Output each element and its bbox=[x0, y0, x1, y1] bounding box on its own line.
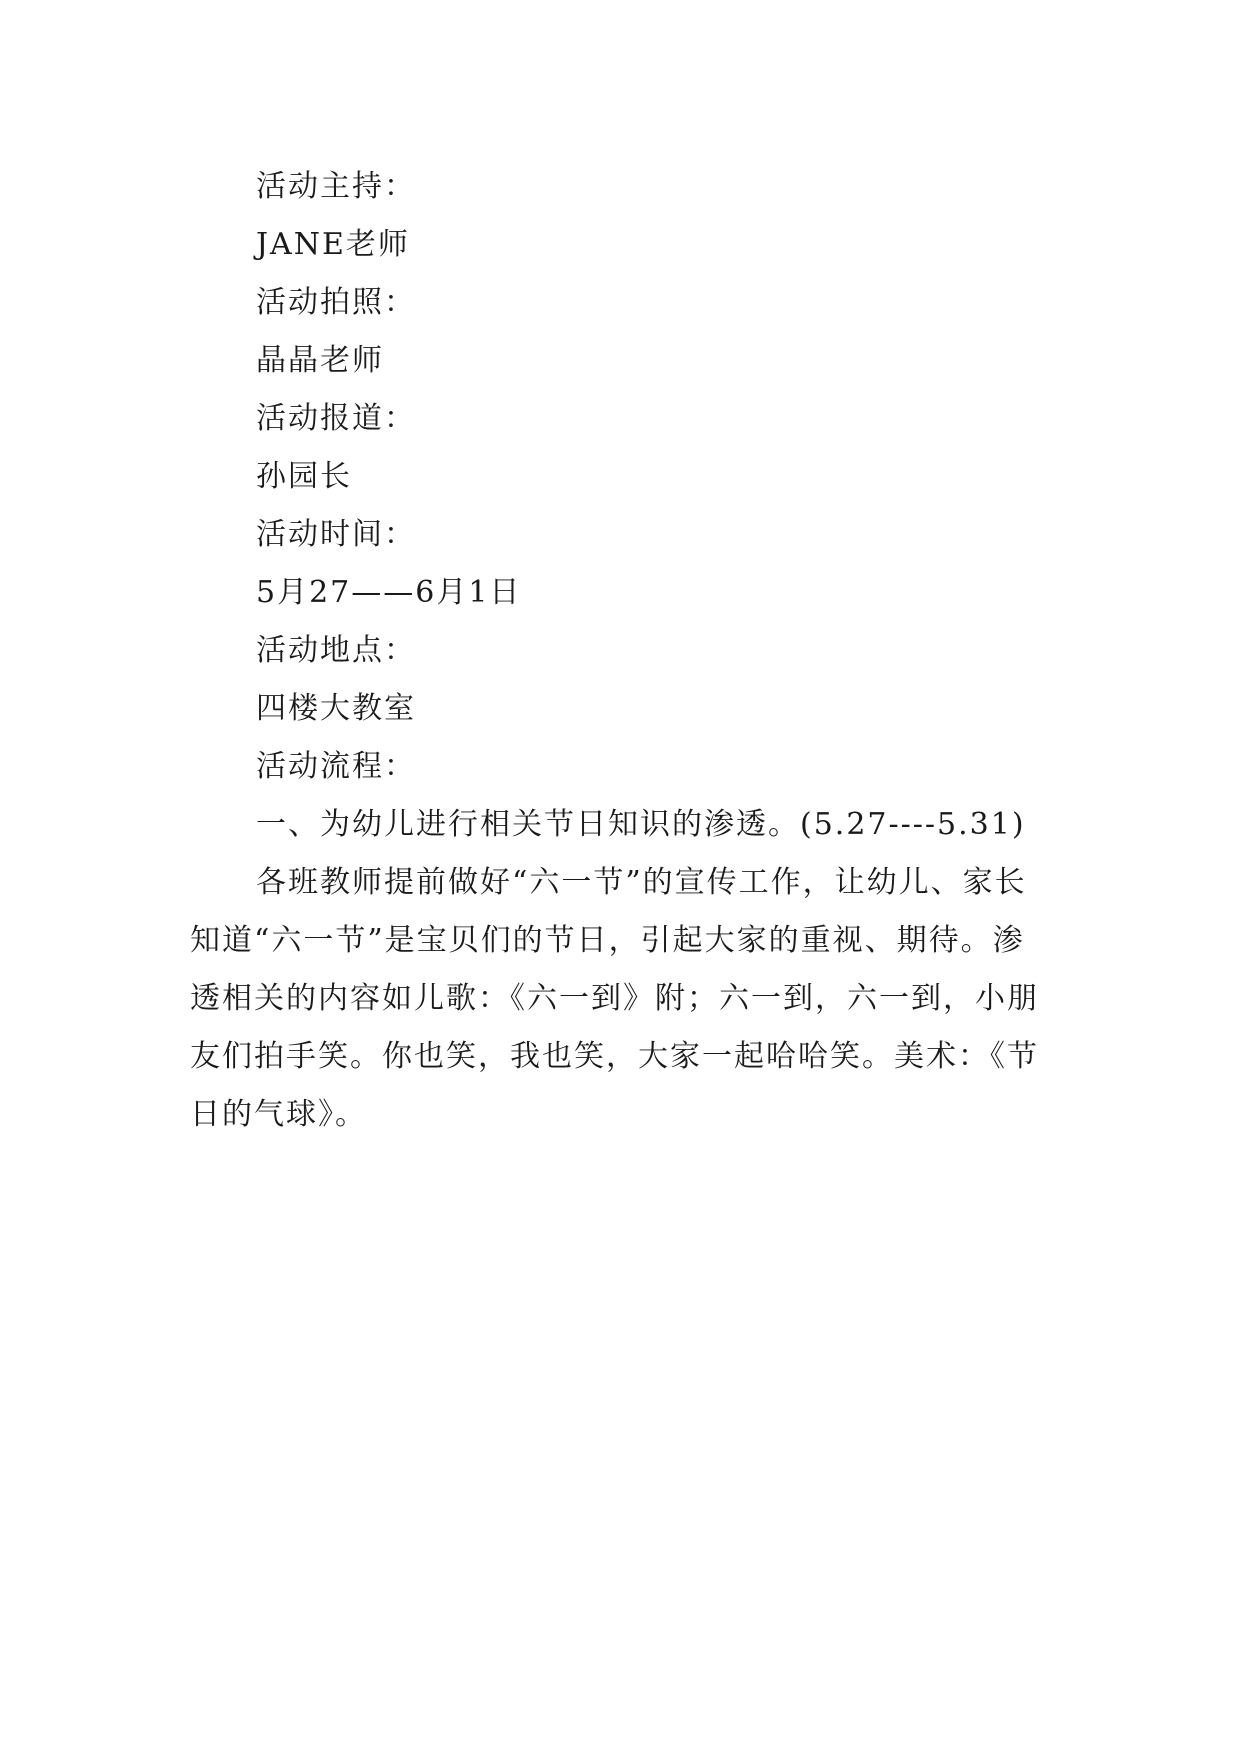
document-body bbox=[190, 158, 1050, 1144]
time-value: 5月27——6月1日 bbox=[256, 575, 522, 610]
report-label: 活动报道： bbox=[256, 401, 416, 436]
report-value: 孙园长 bbox=[256, 459, 352, 494]
step-one-paragraph: 各班教师提前做好“六一节”的宣传工作，让幼儿、家长知道“六一节”是宝贝们的节日，引起大家的重视、期待。渗透相关的内容如儿歌：《六一到》附；六一到，六一到，小朋友们拍手笑。你也笑，我也笑，大家一起哈哈笑。美术：《节日的气球》。 bbox=[190, 865, 1039, 1132]
place-label: 活动地点： bbox=[256, 633, 416, 668]
place-value: 四楼大教室 bbox=[256, 691, 416, 726]
process-label: 活动流程： bbox=[256, 749, 416, 784]
host-label: 活动主持： bbox=[256, 169, 416, 204]
step-one-heading: 一、为幼儿进行相关节日知识的渗透。(5.27----5.31) bbox=[256, 807, 1026, 842]
time-label: 活动时间： bbox=[256, 517, 416, 552]
photo-value: 晶晶老师 bbox=[256, 343, 384, 378]
host-value: JANE老师 bbox=[256, 227, 410, 262]
photo-label: 活动拍照： bbox=[256, 285, 416, 320]
